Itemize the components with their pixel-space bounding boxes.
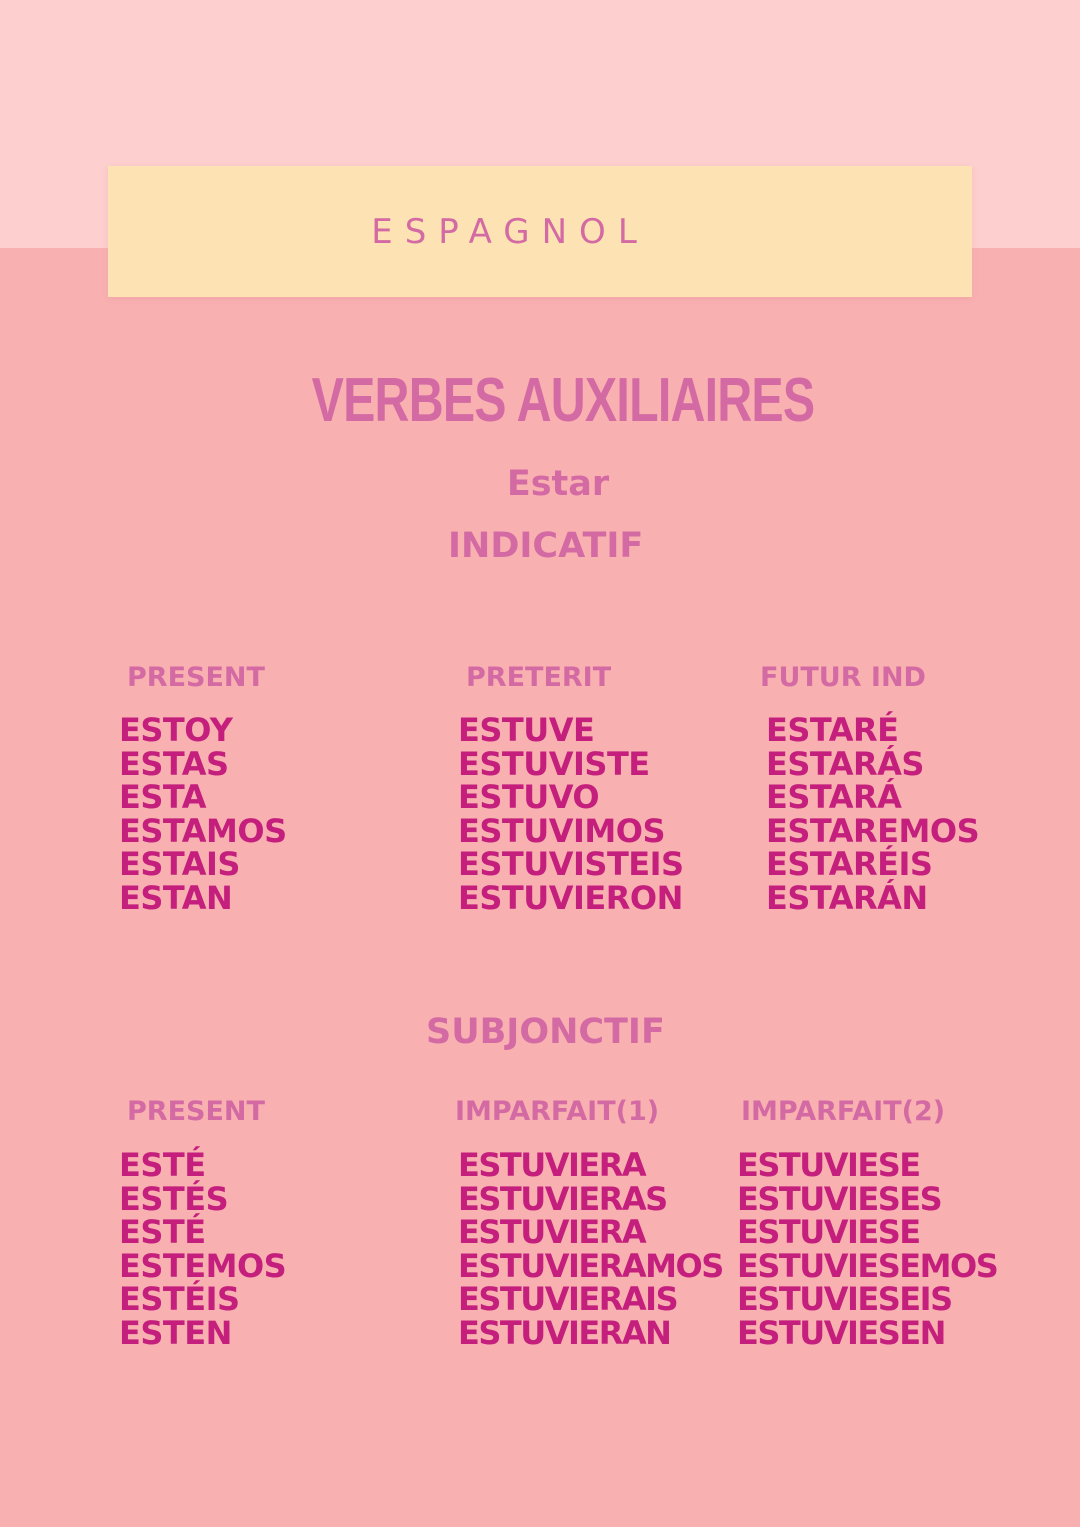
subjonctif-imparfait2-forms: [737, 1146, 998, 1352]
conjugation-form: ESTEN: [119, 1313, 232, 1352]
conjugation-form: ESTUVIERON: [458, 878, 683, 917]
subjonctif-present-forms: [119, 1146, 287, 1352]
subjonctif-present-heading: PRESENT: [127, 1096, 265, 1127]
conjugation-form: ESTUVIERAS: [458, 1179, 667, 1218]
conjugation-form: ESTUVIESES: [737, 1179, 942, 1218]
indicatif-futur-heading: FUTUR IND: [760, 662, 926, 693]
conjugation-form: ESTEMOS: [119, 1246, 287, 1285]
conjugation-form: ESTOY: [119, 711, 233, 749]
conjugation-form: ESTARÉIS: [766, 845, 933, 883]
conjugation-form: ESTUVE: [458, 711, 595, 749]
conjugation-form: ESTARÁN: [766, 878, 928, 917]
subjonctif-imparfait2-heading: IMPARFAIT(2): [741, 1096, 946, 1127]
conjugation-form: ESTARÉ: [766, 711, 899, 749]
verb-name: Estar: [506, 464, 610, 504]
indicatif-futur-forms: [766, 711, 980, 917]
conjugation-form: ESTARÁS: [766, 744, 924, 783]
conjugation-form: ESTÉ: [119, 1213, 206, 1251]
conjugation-form: ESTUVIERA: [458, 1146, 646, 1184]
indicatif-preterit-heading: PRETERIT: [466, 662, 612, 693]
page-title: VERBES AUXILIAIRES: [311, 366, 815, 435]
section-subjonctif-label: SUBJONCTIF: [426, 1012, 665, 1052]
indicatif-present-heading: PRESENT: [127, 662, 265, 693]
conjugation-form: ESTA: [119, 778, 207, 816]
conjugation-form: ESTAMOS: [119, 811, 287, 850]
section-indicatif-label: INDICATIF: [448, 526, 644, 566]
conjugation-form: ESTUVIESEMOS: [737, 1246, 998, 1285]
conjugation-form: ESTUVIERAN: [458, 1313, 671, 1352]
conjugation-form: ESTAN: [119, 878, 233, 917]
conjugation-form: ESTUVIERA: [458, 1213, 646, 1251]
conjugation-form: ESTUVIESEN: [737, 1313, 945, 1352]
conjugation-form: ESTÉS: [119, 1179, 229, 1218]
conjugation-form: ESTUVIERAMOS: [458, 1246, 723, 1285]
conjugation-form: ESTARÁ: [766, 778, 902, 816]
conjugation-form: ESTAIS: [119, 845, 240, 883]
conjugation-form: ESTÉIS: [119, 1280, 240, 1318]
conjugation-form: ESTUVIMOS: [458, 811, 665, 850]
subject-label: ESPAGNOL: [371, 211, 649, 252]
conjugation-form: ESTUVIERAIS: [458, 1280, 678, 1318]
subjonctif-imparfait1-heading: IMPARFAIT(1): [455, 1096, 660, 1127]
conjugation-form: ESTUVISTE: [458, 744, 650, 783]
conjugation-form: ESTAS: [119, 744, 229, 783]
conjugation-form: ESTUVO: [458, 778, 600, 816]
subject-banner: [108, 166, 972, 297]
indicatif-present-forms: [119, 711, 287, 917]
conjugation-form: ESTÉ: [119, 1146, 206, 1184]
subjonctif-imparfait1-forms: [458, 1146, 723, 1352]
conjugation-form: ESTUVIESEIS: [737, 1280, 952, 1318]
indicatif-preterit-forms: [458, 711, 684, 917]
conjugation-form: ESTUVIESE: [737, 1213, 920, 1251]
conjugation-form: ESTAREMOS: [766, 811, 980, 850]
conjugation-form: ESTUVISTEIS: [458, 845, 684, 883]
conjugation-form: ESTUVIESE: [737, 1146, 920, 1184]
